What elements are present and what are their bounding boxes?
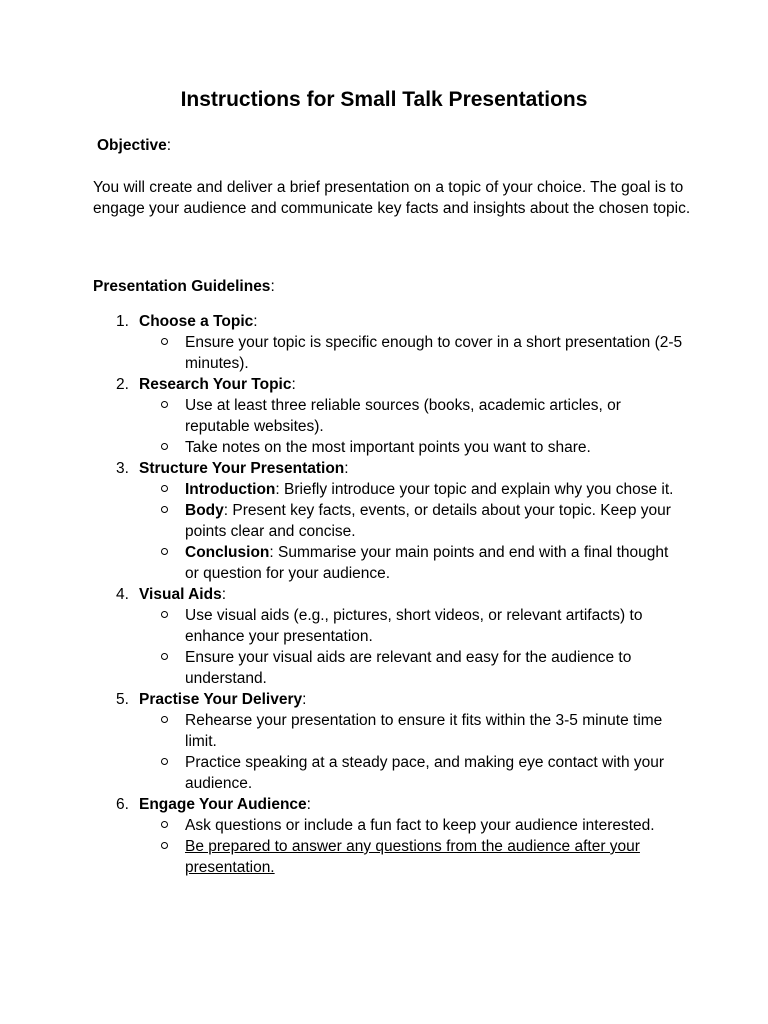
step-number: 5. [116,691,129,708]
step-number: 1. [116,313,129,330]
bullet-item [139,752,685,794]
step-colon: : [302,691,307,708]
bullet-text: Take notes on the most important points you want to share. [185,439,591,456]
objective-label: Objective [97,137,167,154]
bullet-text: Practice speaking at a steady pace, and making eye contact with your audience. [185,754,665,792]
guidelines-heading [93,276,275,297]
bullet-bold-label: Conclusion [185,544,270,561]
step-title: Visual Aids [139,586,222,603]
step-colon: : [306,796,311,813]
bullet-item [139,815,685,836]
bullet-item [139,332,685,374]
step-title: Structure Your Presentation [139,460,345,477]
bullet-text: : Summarise your main points and end with a final thought or question for your audience. [185,544,669,582]
hollow-circle-bullet-icon [161,485,168,492]
objective-colon: : [166,137,172,154]
hollow-circle-bullet-icon [161,842,168,849]
objective-heading [97,135,171,156]
step-number: 2. [116,376,129,393]
bullet-text: : Briefly introduce your topic and explain why you chose it. [275,481,674,498]
step-number: 3. [116,460,129,477]
hollow-circle-bullet-icon [161,821,168,828]
bullet-text: Ensure your topic is specific enough to cover in a short presentation (2-5 minutes). [185,334,683,372]
step-title: Engage Your Audience [139,796,307,813]
bullet-item [139,500,685,542]
bullet-item [139,395,685,437]
bullet-text: Rehearse your presentation to ensure it fits within the 3-5 minute time limit. [185,712,663,750]
bullet-bold-label: Introduction [185,481,276,498]
step-number: 6. [116,796,129,813]
hollow-circle-bullet-icon [161,653,168,660]
step-item [0,584,768,689]
step-item [0,794,768,878]
hollow-circle-bullet-icon [161,716,168,723]
bullet-text: Ensure your visual aids are relevant and easy for the audience to understand. [185,649,632,687]
step-item [0,311,768,374]
bullet-bold-label: Body [185,502,224,519]
bullet-text-underlined: Be prepared to answer any questions from the audience after your presentation. [185,838,640,876]
step-colon: : [344,460,349,477]
hollow-circle-bullet-icon [161,611,168,618]
hollow-circle-bullet-icon [161,443,168,450]
bullet-text: Use visual aids (e.g., pictures, short videos, or relevant artifacts) to enhance your presentation. [185,607,643,645]
bullet-item [139,542,685,584]
step-bullets [139,479,768,584]
step-item [0,689,768,794]
step-bullets [139,395,768,458]
step-colon: : [253,313,258,330]
bullet-text: Use at least three reliable sources (books, academic articles, or reputable websites). [185,397,621,435]
step-number: 4. [116,586,129,603]
step-bullets [139,815,768,878]
hollow-circle-bullet-icon [161,506,168,513]
step-colon: : [291,376,296,393]
bullet-item [139,836,685,878]
step-bullets [139,605,768,689]
bullet-text: Ask questions or include a fun fact to keep your audience interested. [185,817,655,834]
hollow-circle-bullet-icon [161,338,168,345]
step-title: Choose a Topic [139,313,254,330]
guidelines-label: Presentation Guidelines [93,278,271,295]
step-item [0,374,768,458]
bullet-item [139,437,685,458]
step-colon: : [221,586,227,603]
step-bullets [139,710,768,794]
bullet-text: : Present key facts, events, or details about your topic. Keep your points clear and concise. [185,502,671,540]
step-bullets [139,332,768,374]
hollow-circle-bullet-icon [161,401,168,408]
bullet-item [139,479,685,500]
hollow-circle-bullet-icon [161,548,168,555]
steps-list [0,311,768,878]
bullet-item [139,710,685,752]
guidelines-colon: : [270,278,275,295]
document-title: Instructions for Small Talk Presentations [180,88,588,111]
hollow-circle-bullet-icon [161,758,168,765]
step-item [0,458,768,584]
bullet-item [139,647,685,689]
bullet-item [139,605,685,647]
intro-paragraph: You will create and deliver a brief presentation on a topic of your choice. The goal is to engage your audience and communicate key facts and insights about the chosen topic. [93,179,691,217]
step-title: Research Your Topic [139,376,292,393]
step-title: Practise Your Delivery [139,691,303,708]
